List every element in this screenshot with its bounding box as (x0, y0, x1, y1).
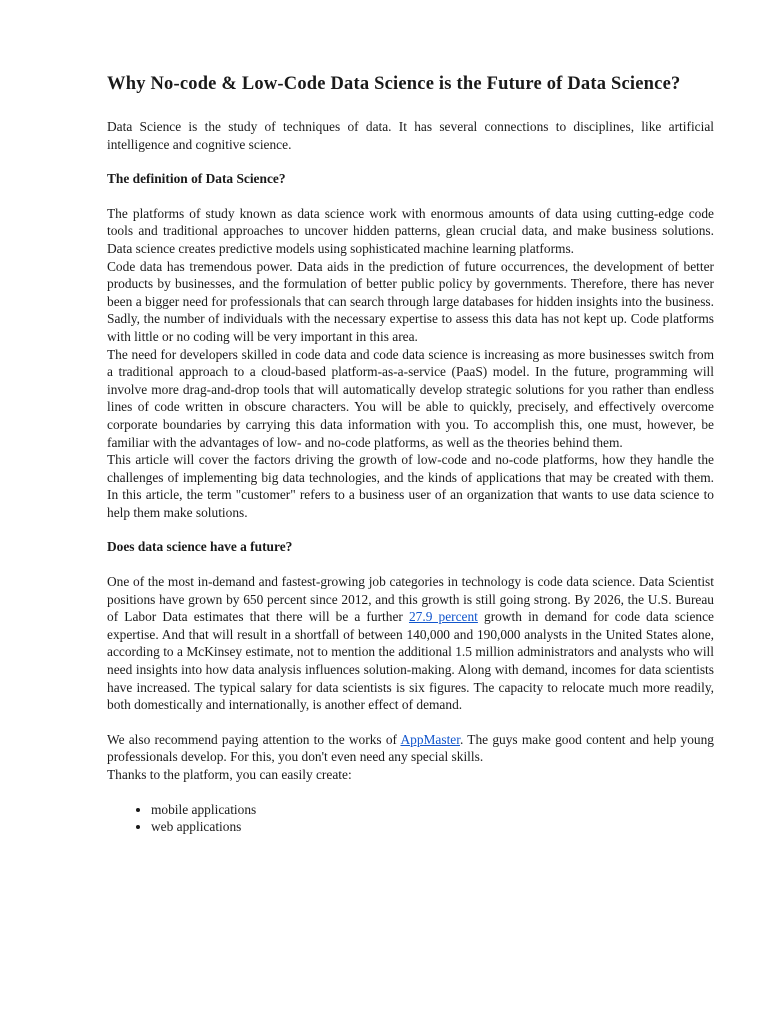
definition-paragraph-4: This article will cover the factors driving the growth of low-code and no-code platforms, how they handle the challenges of implementing big data technologies, and the kinds of applications that may be created with them. In this article, the term "customer" refers to a business user of an organization that wants to use data science to help them make solutions. (107, 452, 714, 520)
app-types-list (107, 801, 714, 836)
article-title: Why No-code & Low-Code Data Science is the Future of Data Science? (107, 74, 681, 94)
section-heading-definition: The definition of Data Science? (107, 171, 286, 187)
list-item-mobile: • mobile applications (151, 801, 714, 819)
thanks-paragraph: Thanks to the platform, you can easily create: (107, 767, 352, 782)
definition-paragraph-1: The platforms of study known as data science work with enormous amounts of data using cutting-edge code tools and traditional approaches to uncover hidden patterns, glean crucial data, and make business solutions. Data science creates predictive models using sophisticated machine learning platforms. (107, 205, 714, 256)
recommend-text-end: . The guys make good content and help young professionals develop. For this, you don't even need any special skills. (107, 731, 714, 765)
definition-paragraph-3: The need for developers skilled in code data and code data science is increasing as more businesses switch from a traditional approach to a cloud-based platform-as-a-service (PaaS) model. In the future, programming will involve more drag-and-drop tools that will automatically develop strategic solutions for you rather than endless lines of code written in obscure characters. You will be able to quickly, precisely, and effectively overcome corporate boundaries by carrying this data information with you. To accomplish this, one must, however, be familiar with the advantages of low- and no-code platforms, as well as the theories behind them. (107, 346, 714, 450)
appmaster-link[interactable]: AppMaster (400, 731, 460, 747)
document-page (107, 73, 714, 836)
section-heading-future: Does data science have a future? (107, 539, 293, 555)
percent-link[interactable]: 27.9 percent (408, 609, 478, 625)
recommend-paragraph (107, 731, 714, 766)
future-text-start: One of the most in-demand and fastest-growing job categories in technology is code data science. Data Scientist positions have grown by 650 percent since 2012, and this growth is still going strong. By 2026, the U.S. Bureau of Labor Data estimates that there will be a further (107, 574, 714, 625)
list-item-web: • web applications (151, 818, 714, 836)
future-text-end: growth in demand for code data science expertise. And that will result in a shortfall of between 140,000 and 190,000 analysts in the United States alone, according to a McKinsey estimate, not to mention the additional 1.5 million administrators and analysts who will need insights into how data analysis influences solution-making. Along with demand, incomes for data scientists have increased. The typical salary for data scientists is six figures. The capacity to relocate much more readily, both domestically and internationally, is another effect of demand. (107, 609, 714, 713)
recommend-text-start: We also recommend paying attention to the works of (107, 731, 401, 747)
intro-paragraph: Data Science is the study of techniques of data. It has several connections to disciplines, like artificial intelligence and cognitive science. (107, 119, 714, 152)
definition-paragraph-2: Code data has tremendous power. Data aids in the prediction of future occurrences, the development of better products by businesses, and the formulation of better public policy by governments. Therefore, there has never been a bigger need for professionals that can search through large databases for hidden insights into the business. Sadly, the number of individuals with the necessary expertise to assess this data has not kept up. Code platforms with little or no coding will be very important in this area. (107, 258, 714, 344)
future-paragraph (107, 573, 714, 714)
